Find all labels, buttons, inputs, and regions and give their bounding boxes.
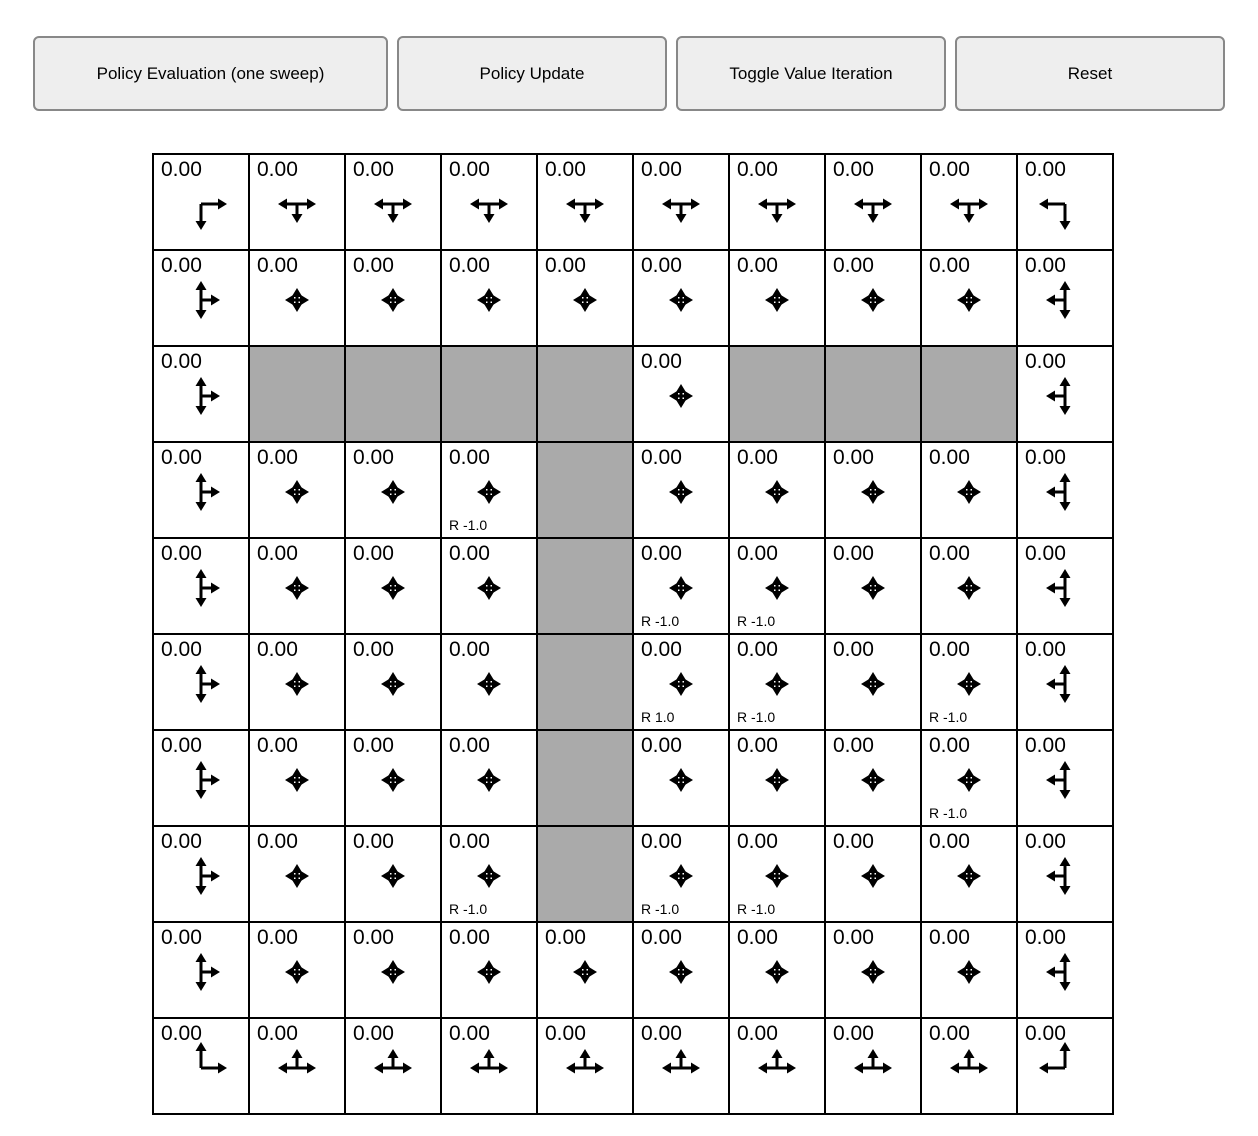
policy-arrows-icon	[745, 652, 809, 716]
policy-arrows-icon	[265, 748, 329, 812]
cell-value: 0.00	[353, 830, 394, 853]
cell-value: 0.00	[545, 158, 586, 181]
grid-cell[interactable]	[826, 539, 922, 635]
cell-value: 0.00	[641, 542, 682, 565]
grid-cell[interactable]	[922, 923, 1018, 1019]
cell-value: 0.00	[257, 638, 298, 661]
cell-value: 0.00	[161, 1022, 202, 1045]
cell-value: 0.00	[929, 830, 970, 853]
cell-reward: R -1.0	[929, 709, 968, 725]
grid-cell[interactable]	[442, 443, 538, 539]
grid-cell[interactable]	[442, 923, 538, 1019]
cell-value: 0.00	[737, 542, 778, 565]
cell-reward: R -1.0	[641, 613, 680, 629]
grid-cell[interactable]	[730, 539, 826, 635]
cell-value: 0.00	[353, 1022, 394, 1045]
cell-value: 0.00	[257, 542, 298, 565]
policy-arrows-icon	[1033, 940, 1097, 1004]
gridworld	[152, 153, 1114, 1115]
grid-cell[interactable]	[826, 155, 922, 251]
grid-cell[interactable]	[250, 827, 346, 923]
cell-value: 0.00	[353, 254, 394, 277]
cell-reward: R -1.0	[449, 517, 488, 533]
wall-cell	[538, 635, 634, 731]
policy-arrows-icon	[361, 1036, 425, 1100]
policy-arrows-icon	[649, 940, 713, 1004]
policy-arrows-icon	[169, 460, 233, 524]
grid-cell[interactable]	[634, 155, 730, 251]
grid-cell[interactable]	[634, 1019, 730, 1115]
wall-cell	[538, 347, 634, 443]
grid-cell[interactable]	[634, 827, 730, 923]
policy-arrows-icon	[745, 1036, 809, 1100]
policy-arrows-icon	[361, 556, 425, 620]
policy-arrows-icon	[361, 844, 425, 908]
cell-value: 0.00	[1025, 350, 1066, 373]
grid-cell[interactable]	[442, 539, 538, 635]
cell-value: 0.00	[737, 830, 778, 853]
policy-arrows-icon	[841, 172, 905, 236]
grid-cell[interactable]	[634, 251, 730, 347]
grid-cell[interactable]	[634, 635, 730, 731]
cell-value: 0.00	[449, 158, 490, 181]
grid-cell[interactable]	[922, 635, 1018, 731]
policy-arrows-icon	[937, 172, 1001, 236]
cell-value: 0.00	[641, 926, 682, 949]
grid-cell[interactable]	[634, 443, 730, 539]
policy-arrows-icon	[265, 1036, 329, 1100]
policy-arrows-icon	[649, 460, 713, 524]
policy-arrows-icon	[937, 844, 1001, 908]
cell-value: 0.00	[353, 638, 394, 661]
policy-arrows-icon	[841, 844, 905, 908]
cell-value: 0.00	[257, 926, 298, 949]
policy-arrows-icon	[745, 940, 809, 1004]
policy-arrows-icon	[1033, 748, 1097, 812]
cell-value: 0.00	[161, 830, 202, 853]
grid-cell[interactable]	[346, 923, 442, 1019]
policy-arrows-icon	[937, 652, 1001, 716]
policy-arrows-icon	[841, 652, 905, 716]
grid-cell[interactable]	[826, 635, 922, 731]
policy-arrows-icon	[1033, 172, 1097, 236]
policy-arrows-icon	[745, 172, 809, 236]
grid-cell[interactable]	[922, 827, 1018, 923]
grid-cell[interactable]	[634, 731, 730, 827]
cell-value: 0.00	[161, 446, 202, 469]
cell-value: 0.00	[737, 1022, 778, 1045]
policy-arrows-icon	[457, 556, 521, 620]
policy-arrows-icon	[169, 364, 233, 428]
policy-arrows-icon	[937, 1036, 1001, 1100]
cell-value: 0.00	[737, 158, 778, 181]
grid-cell[interactable]	[154, 923, 250, 1019]
cell-value: 0.00	[449, 542, 490, 565]
cell-value: 0.00	[833, 734, 874, 757]
reset-button[interactable]: Reset	[955, 36, 1225, 111]
policy-evaluation-button[interactable]: Policy Evaluation (one sweep)	[33, 36, 388, 111]
cell-value: 0.00	[929, 638, 970, 661]
cell-value: 0.00	[1025, 542, 1066, 565]
cell-value: 0.00	[641, 254, 682, 277]
grid-cell[interactable]	[442, 1019, 538, 1115]
policy-arrows-icon	[169, 556, 233, 620]
cell-value: 0.00	[449, 830, 490, 853]
policy-arrows-icon	[745, 556, 809, 620]
wall-cell	[538, 443, 634, 539]
grid-cell[interactable]	[442, 635, 538, 731]
cell-value: 0.00	[1025, 254, 1066, 277]
cell-value: 0.00	[641, 446, 682, 469]
grid-cell[interactable]	[346, 539, 442, 635]
policy-arrows-icon	[457, 940, 521, 1004]
cell-value: 0.00	[929, 734, 970, 757]
grid-cell[interactable]	[1018, 251, 1114, 347]
grid-cell[interactable]	[1018, 923, 1114, 1019]
policy-arrows-icon	[457, 652, 521, 716]
policy-arrows-icon	[265, 556, 329, 620]
cell-value: 0.00	[353, 446, 394, 469]
cell-value: 0.00	[1025, 734, 1066, 757]
policy-arrows-icon	[649, 268, 713, 332]
grid-cell[interactable]	[826, 731, 922, 827]
grid-cell[interactable]	[154, 155, 250, 251]
policy-arrows-icon	[649, 364, 713, 428]
grid-cell[interactable]	[730, 731, 826, 827]
grid-cell[interactable]	[250, 155, 346, 251]
cell-value: 0.00	[161, 254, 202, 277]
grid-cell[interactable]	[346, 443, 442, 539]
cell-reward: R -1.0	[929, 805, 968, 821]
grid-cell[interactable]	[154, 1019, 250, 1115]
grid-cell[interactable]	[250, 443, 346, 539]
policy-arrows-icon	[361, 172, 425, 236]
cell-value: 0.00	[833, 254, 874, 277]
cell-value: 0.00	[737, 446, 778, 469]
policy-arrows-icon	[457, 748, 521, 812]
policy-arrows-icon	[361, 748, 425, 812]
cell-value: 0.00	[1025, 926, 1066, 949]
cell-value: 0.00	[449, 254, 490, 277]
grid-cell[interactable]	[922, 155, 1018, 251]
cell-value: 0.00	[545, 1022, 586, 1045]
policy-arrows-icon	[1033, 364, 1097, 428]
grid-cell[interactable]	[154, 539, 250, 635]
cell-reward: R -1.0	[641, 901, 680, 917]
cell-value: 0.00	[161, 158, 202, 181]
policy-arrows-icon	[841, 748, 905, 812]
policy-arrows-icon	[361, 652, 425, 716]
cell-reward: R -1.0	[737, 901, 776, 917]
policy-arrows-icon	[553, 940, 617, 1004]
policy-arrows-icon	[937, 748, 1001, 812]
grid-cell[interactable]	[826, 1019, 922, 1115]
policy-arrows-icon	[553, 268, 617, 332]
grid-cell[interactable]	[1018, 731, 1114, 827]
grid-cell[interactable]	[538, 1019, 634, 1115]
cell-value: 0.00	[929, 446, 970, 469]
policy-arrows-icon	[361, 268, 425, 332]
cell-value: 0.00	[1025, 158, 1066, 181]
grid-cell[interactable]	[346, 731, 442, 827]
grid-cell[interactable]	[442, 155, 538, 251]
grid-cell[interactable]	[922, 731, 1018, 827]
grid-cell[interactable]	[154, 635, 250, 731]
wall-cell	[538, 827, 634, 923]
policy-arrows-icon	[745, 844, 809, 908]
cell-value: 0.00	[449, 638, 490, 661]
cell-reward: R -1.0	[737, 613, 776, 629]
cell-value: 0.00	[1025, 1022, 1066, 1045]
cell-value: 0.00	[161, 542, 202, 565]
grid-cell[interactable]	[538, 923, 634, 1019]
policy-arrows-icon	[361, 940, 425, 1004]
cell-value: 0.00	[641, 830, 682, 853]
cell-value: 0.00	[929, 158, 970, 181]
cell-value: 0.00	[449, 734, 490, 757]
policy-arrows-icon	[169, 268, 233, 332]
cell-reward: R 1.0	[641, 709, 675, 725]
policy-arrows-icon	[169, 172, 233, 236]
grid-cell[interactable]	[154, 347, 250, 443]
cell-value: 0.00	[257, 830, 298, 853]
cell-value: 0.00	[737, 254, 778, 277]
policy-arrows-icon	[649, 556, 713, 620]
grid-cell[interactable]	[634, 923, 730, 1019]
policy-arrows-icon	[265, 268, 329, 332]
grid-cell[interactable]	[1018, 635, 1114, 731]
grid-cell[interactable]	[826, 443, 922, 539]
cell-value: 0.00	[353, 158, 394, 181]
policy-arrows-icon	[265, 172, 329, 236]
policy-arrows-icon	[457, 460, 521, 524]
cell-reward: R -1.0	[449, 901, 488, 917]
cell-value: 0.00	[1025, 446, 1066, 469]
grid-cell[interactable]	[442, 827, 538, 923]
cell-value: 0.00	[737, 638, 778, 661]
wall-cell	[538, 731, 634, 827]
grid-cell[interactable]	[730, 251, 826, 347]
grid-cell[interactable]	[250, 635, 346, 731]
policy-arrows-icon	[1033, 460, 1097, 524]
grid-cell[interactable]	[730, 827, 826, 923]
policy-arrows-icon	[169, 940, 233, 1004]
policy-arrows-icon	[937, 268, 1001, 332]
cell-reward: R -1.0	[737, 709, 776, 725]
wall-cell	[826, 347, 922, 443]
grid-cell[interactable]	[826, 251, 922, 347]
policy-arrows-icon	[169, 844, 233, 908]
policy-arrows-icon	[649, 1036, 713, 1100]
policy-arrows-icon	[457, 172, 521, 236]
wall-cell	[538, 539, 634, 635]
policy-arrows-icon	[169, 652, 233, 716]
policy-arrows-icon	[745, 268, 809, 332]
grid-cell[interactable]	[250, 251, 346, 347]
cell-value: 0.00	[641, 350, 682, 373]
policy-arrows-icon	[1033, 268, 1097, 332]
grid-cell[interactable]	[442, 731, 538, 827]
cell-value: 0.00	[833, 830, 874, 853]
cell-value: 0.00	[641, 734, 682, 757]
grid-cell[interactable]	[730, 155, 826, 251]
grid-cell[interactable]	[730, 923, 826, 1019]
cell-value: 0.00	[545, 926, 586, 949]
grid-cell[interactable]	[634, 347, 730, 443]
policy-arrows-icon	[457, 1036, 521, 1100]
policy-arrows-icon	[1033, 556, 1097, 620]
cell-value: 0.00	[161, 926, 202, 949]
wall-cell	[922, 347, 1018, 443]
grid-cell[interactable]	[730, 635, 826, 731]
grid-cell[interactable]	[442, 251, 538, 347]
grid-cell[interactable]	[922, 539, 1018, 635]
grid-cell[interactable]	[154, 827, 250, 923]
cell-value: 0.00	[257, 446, 298, 469]
policy-arrows-icon	[649, 172, 713, 236]
grid-cell[interactable]	[922, 1019, 1018, 1115]
cell-value: 0.00	[833, 542, 874, 565]
cell-value: 0.00	[641, 158, 682, 181]
cell-value: 0.00	[641, 1022, 682, 1045]
policy-arrows-icon	[553, 1036, 617, 1100]
policy-arrows-icon	[553, 172, 617, 236]
toolbar	[33, 36, 1258, 111]
cell-value: 0.00	[833, 638, 874, 661]
grid-cell[interactable]	[538, 155, 634, 251]
cell-value: 0.00	[929, 542, 970, 565]
grid-cell[interactable]	[1018, 443, 1114, 539]
policy-arrows-icon	[1033, 652, 1097, 716]
cell-value: 0.00	[545, 254, 586, 277]
grid-cell[interactable]	[154, 251, 250, 347]
policy-arrows-icon	[1033, 1036, 1097, 1100]
cell-value: 0.00	[737, 926, 778, 949]
policy-arrows-icon	[457, 844, 521, 908]
policy-arrows-icon	[841, 1036, 905, 1100]
policy-arrows-icon	[457, 268, 521, 332]
grid-cell[interactable]	[922, 443, 1018, 539]
grid-cell[interactable]	[1018, 155, 1114, 251]
grid-cell[interactable]	[346, 635, 442, 731]
cell-value: 0.00	[1025, 638, 1066, 661]
policy-arrows-icon	[649, 652, 713, 716]
policy-arrows-icon	[745, 460, 809, 524]
policy-arrows-icon	[937, 940, 1001, 1004]
toggle-value-iteration-button[interactable]: Toggle Value Iteration	[676, 36, 946, 111]
cell-value: 0.00	[833, 446, 874, 469]
cell-value: 0.00	[353, 926, 394, 949]
wall-cell	[346, 347, 442, 443]
grid-cell[interactable]	[250, 923, 346, 1019]
policy-arrows-icon	[649, 748, 713, 812]
grid-cell[interactable]	[1018, 827, 1114, 923]
policy-arrows-icon	[169, 748, 233, 812]
grid-cell[interactable]	[826, 923, 922, 1019]
cell-value: 0.00	[929, 254, 970, 277]
cell-value: 0.00	[641, 638, 682, 661]
policy-arrows-icon	[649, 844, 713, 908]
cell-value: 0.00	[257, 734, 298, 757]
policy-arrows-icon	[265, 940, 329, 1004]
grid-cell[interactable]	[538, 251, 634, 347]
policy-arrows-icon	[841, 940, 905, 1004]
policy-arrows-icon	[745, 748, 809, 812]
cell-value: 0.00	[833, 158, 874, 181]
cell-value: 0.00	[449, 1022, 490, 1045]
cell-value: 0.00	[833, 926, 874, 949]
wall-cell	[730, 347, 826, 443]
grid-cell[interactable]	[1018, 347, 1114, 443]
policy-arrows-icon	[361, 460, 425, 524]
cell-value: 0.00	[257, 158, 298, 181]
policy-arrows-icon	[1033, 844, 1097, 908]
grid-cell[interactable]	[826, 827, 922, 923]
cell-value: 0.00	[353, 734, 394, 757]
policy-arrows-icon	[937, 556, 1001, 620]
grid-cell[interactable]	[154, 443, 250, 539]
policy-arrows-icon	[169, 1036, 233, 1100]
grid-cell[interactable]	[1018, 1019, 1114, 1115]
grid-cell[interactable]	[1018, 539, 1114, 635]
grid-cell[interactable]	[346, 155, 442, 251]
cell-value: 0.00	[161, 734, 202, 757]
policy-arrows-icon	[937, 460, 1001, 524]
grid-cell[interactable]	[250, 731, 346, 827]
grid-cell[interactable]	[250, 539, 346, 635]
policy-arrows-icon	[841, 268, 905, 332]
grid-cell[interactable]	[634, 539, 730, 635]
cell-value: 0.00	[449, 926, 490, 949]
cell-value: 0.00	[929, 926, 970, 949]
cell-value: 0.00	[161, 638, 202, 661]
cell-value: 0.00	[353, 542, 394, 565]
policy-arrows-icon	[841, 556, 905, 620]
grid-cell[interactable]	[922, 251, 1018, 347]
cell-value: 0.00	[257, 254, 298, 277]
cell-value: 0.00	[833, 1022, 874, 1045]
grid-cell[interactable]	[346, 251, 442, 347]
policy-update-button[interactable]: Policy Update	[397, 36, 667, 111]
cell-value: 0.00	[929, 1022, 970, 1045]
policy-arrows-icon	[265, 844, 329, 908]
wall-cell	[442, 347, 538, 443]
grid-cell[interactable]	[346, 1019, 442, 1115]
cell-value: 0.00	[1025, 830, 1066, 853]
cell-value: 0.00	[161, 350, 202, 373]
grid-cell[interactable]	[346, 827, 442, 923]
cell-value: 0.00	[449, 446, 490, 469]
policy-arrows-icon	[265, 652, 329, 716]
policy-arrows-icon	[265, 460, 329, 524]
cell-value: 0.00	[737, 734, 778, 757]
policy-arrows-icon	[841, 460, 905, 524]
grid-cell[interactable]	[250, 1019, 346, 1115]
grid-cell[interactable]	[730, 443, 826, 539]
wall-cell	[250, 347, 346, 443]
cell-value: 0.00	[257, 1022, 298, 1045]
grid-cell[interactable]	[730, 1019, 826, 1115]
grid-cell[interactable]	[154, 731, 250, 827]
